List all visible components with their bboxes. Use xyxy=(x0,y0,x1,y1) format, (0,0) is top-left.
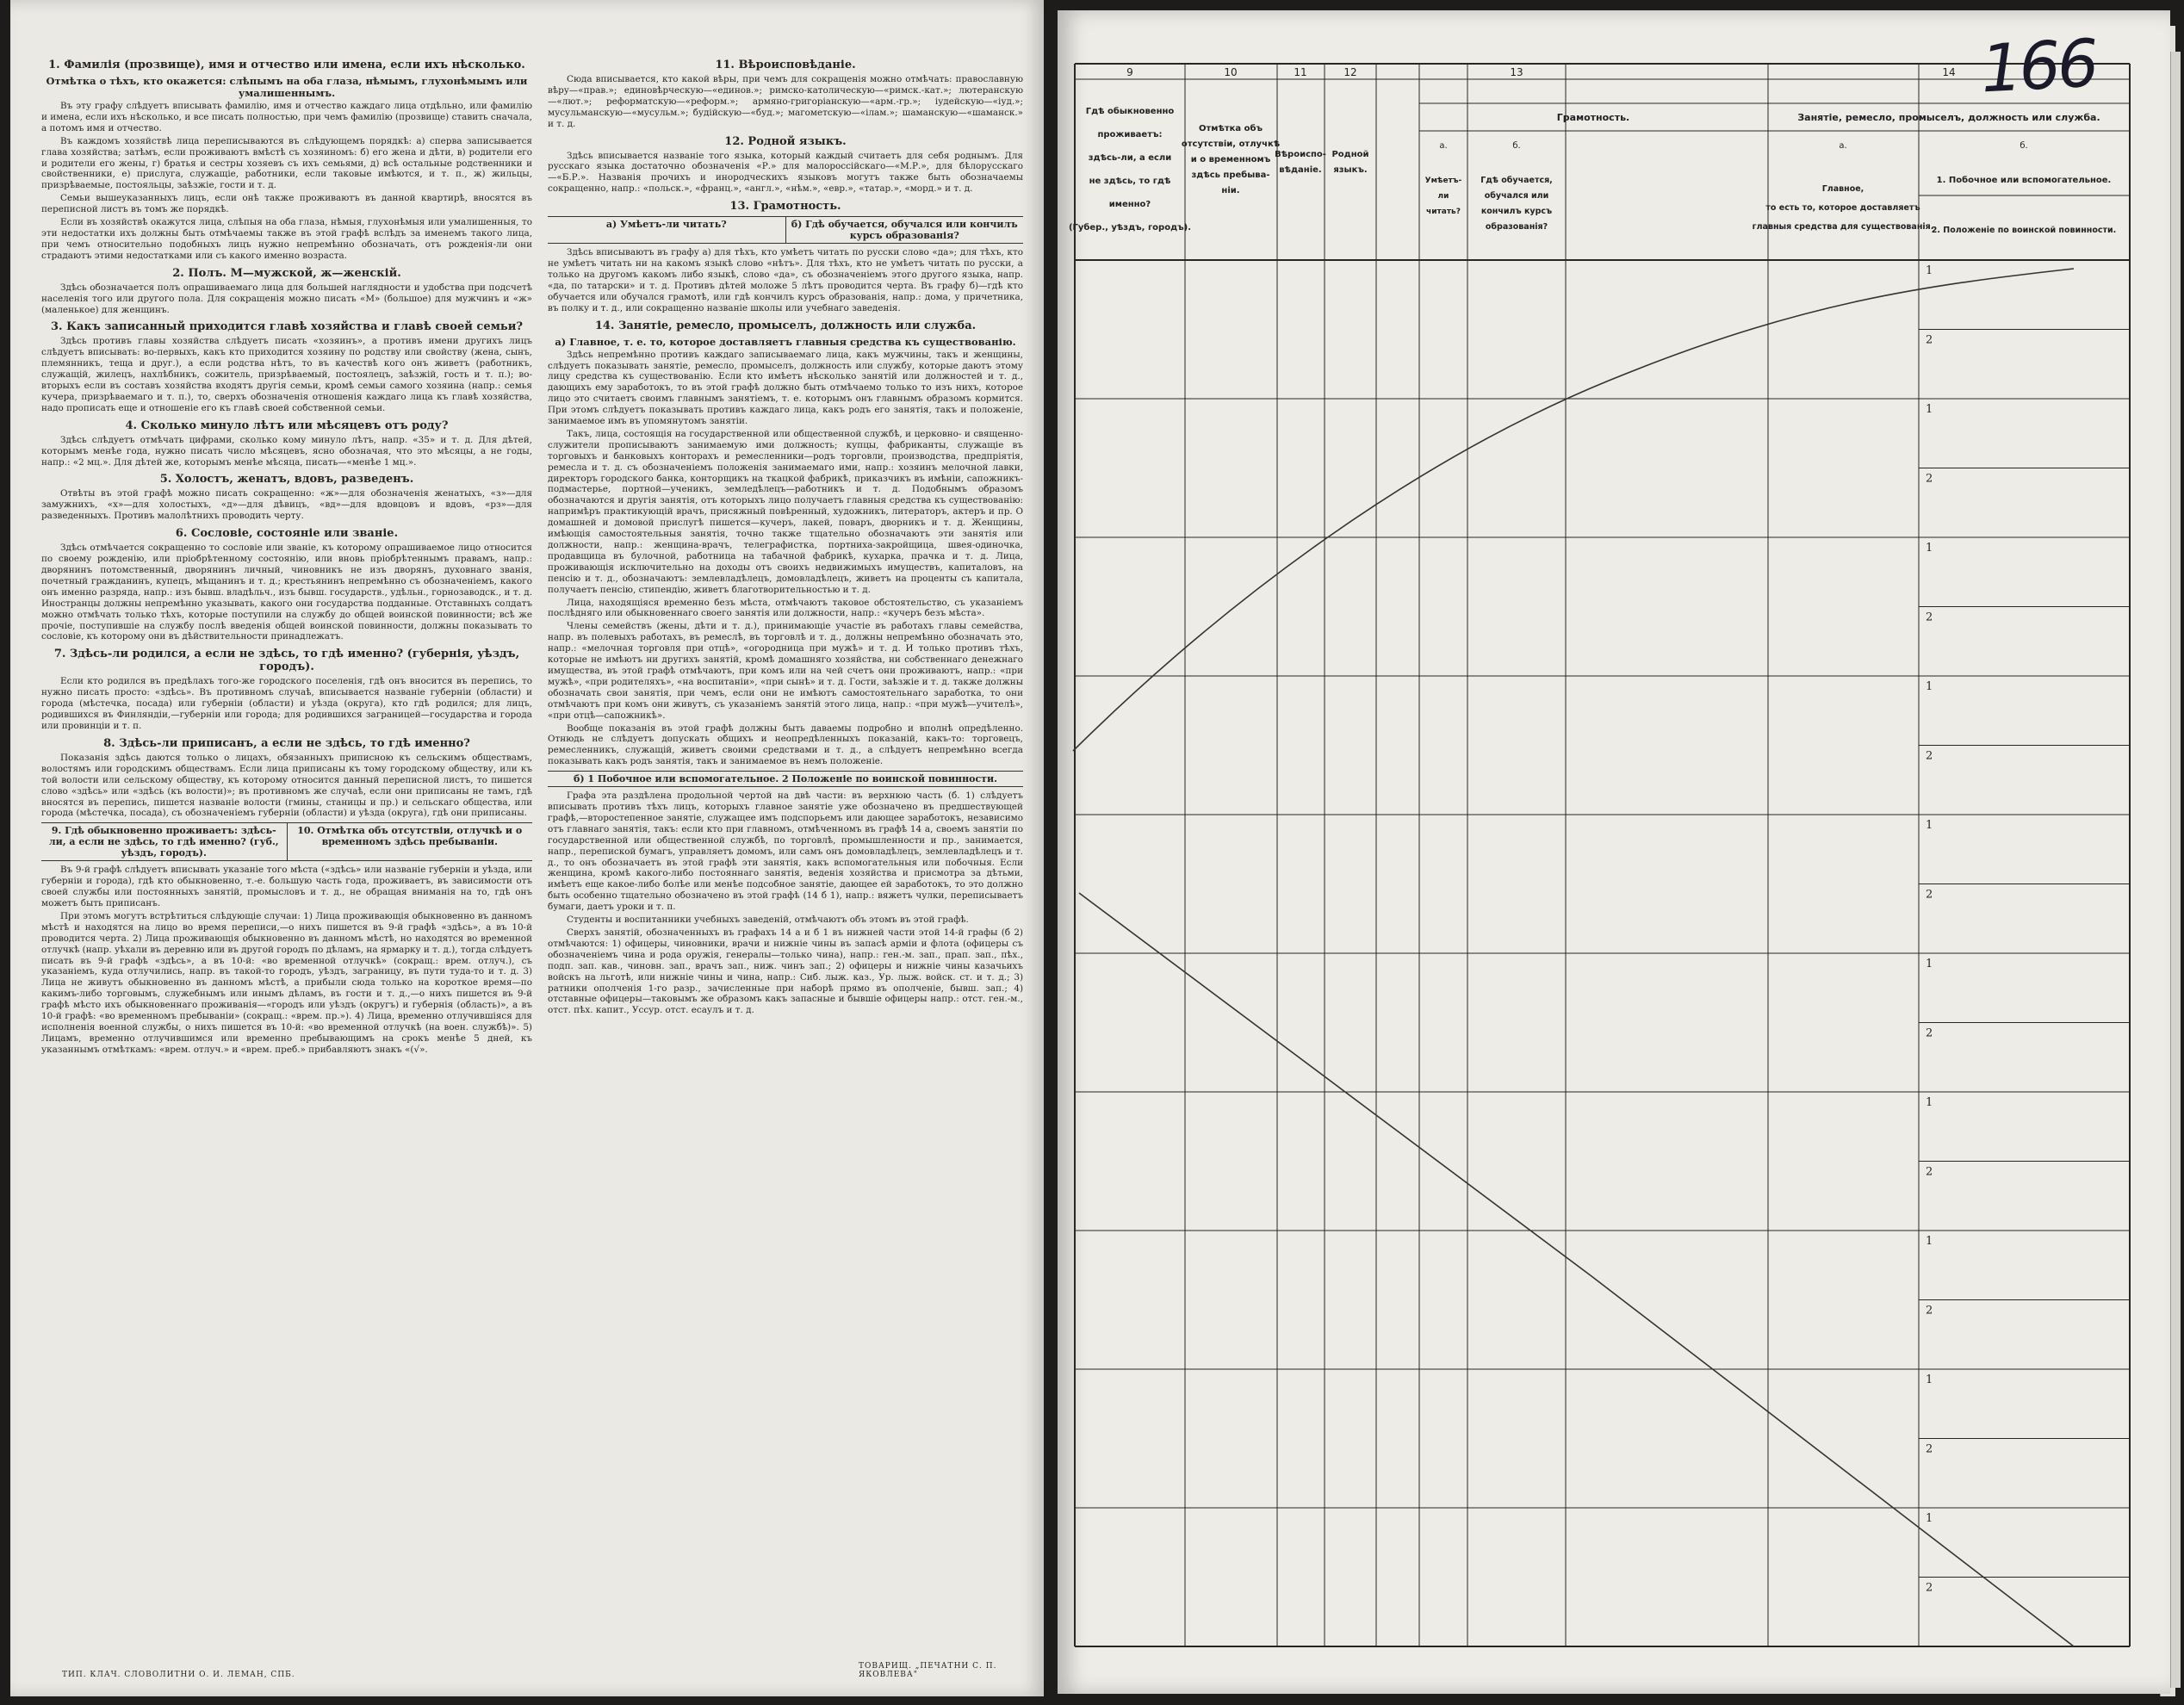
col13a-header: Умѣетъ- xyxy=(1424,177,1462,185)
boxed-heading-right: б) Гдѣ обучается, обучался или кончилъ курсъ образованія? xyxy=(785,217,1024,243)
paragraph: Здѣсь отмѣчается сокращенно то сословіе или званіе, къ которому опрашиваемое лицо относится по своему рожденію, или пріобрѣтенному состоянію, или вновь пріобрѣтеннымъ правамъ, напр.: дворянинъ потомственный, дворянинъ личный, чиновникъ не изъ дворянъ, духовнаго званія, почетный гражданинъ, купецъ, мѣщанинъ и т. д.; крестьянинъ непремѣнно съ обозначеніемъ, какого онъ именно разряда, напр.: изъ бывш. владѣльч., изъ бывш. государств., удѣльн., горнозаводск., и т. д. Иностранцы должны непремѣнно указывать, какого они государства подданные. Отставныхъ солдатъ можно отмѣчать только тѣхъ, которые поступили на службу до общей воинской повинности; всѣ же прочіе, поступившіе на службу послѣ введенія общей воинской повинности, должны показывать то сословіе, къ которому они въ дѣйствительности принадлежатъ. xyxy=(41,542,532,642)
page-number-handwritten: 166 xyxy=(1978,24,2098,108)
paragraph: Въ каждомъ хозяйствѣ лица переписываются въ слѣдующемъ порядкѣ: а) сперва записывается глава хозяйства; затѣмъ, если проживаютъ вмѣстѣ съ хозяиномъ: б) его жена и дѣти, в) родители его и родители его жены, г) братья и сестры хозяевъ съ ихъ семьями, д) всѣ остальные родственники и свойственники, е) прислуга, служащіе, работники, если таковые имѣются, и т. п., ж) жильцы, призрѣваемые, постояльцы, заѣзжіе, гости и т. д. xyxy=(41,135,532,191)
paragraph: Здѣсь слѣдуетъ отмѣчать цифрами, сколько кому минуло лѣтъ, напр. «35» и т. д. Для дѣтей, которымъ менѣе года, нужно писать число мѣсяцевъ, ясно обозначая, что это мѣсяцы, а не годы, напр.: «2 мц.». Для дѣтей же, которымъ менѣе мѣсяца, писать—«менѣе 1 мц.». xyxy=(41,434,532,468)
col10-header: ніи. xyxy=(1221,186,1240,195)
paragraph: Здѣсь вписываютъ въ графу а) для тѣхъ, кто умѣетъ читать по русски слово «да»; для тѣхъ, кто не умѣетъ читать ни на какомъ языкѣ слово «нѣтъ». Для тѣхъ, кто не умѣетъ читать по русски, а только на другомъ какомъ либо языкѣ, слово «да», съ обозначеніемъ этого другого языка, напр. «да, по татарски» и т. д. Противъ дѣтей моложе 5 лѣтъ проводится черта. Въ графу б)—гдѣ кто обучается или обучался грамотѣ, или гдѣ кончилъ курсъ образованія, напр.: дома, у причетника, въ полку и т. д., или сокращенно названіе школы или учебнаго заведенія. xyxy=(548,247,1023,313)
paragraph: Показанія здѣсь даются только о лицахъ, обязанныхъ приписною къ сельскимъ обществамъ, волостямъ или городскимъ обществамъ. Если лица приписаны къ тому городскому обществу, или къ той волости или сельскому обществу, къ которому относится данный переписной листъ, то пишется слово «здѣсь» или «здѣсь (къ волости)»; въ противномъ же случаѣ, если они приписаны не тамъ, гдѣ вносятся въ перепись, пишется названіе волости (гмины, станицы и пр.) и сельскаго общества, или города (мѣстечка, посада), съ обозначеніемъ губерніи (области) и уѣзда (округа), гдѣ они приписаны. xyxy=(41,752,532,819)
subrow-marker: 2 xyxy=(1926,333,1933,347)
col10-header: здѣсь пребыва- xyxy=(1191,170,1270,180)
subrow-marker: 2 xyxy=(1926,472,1933,486)
col14-header: Занятіе, ремесло, промыселъ, должность или служба. xyxy=(1797,112,2100,123)
section-heading: 1. Фамилія (прозвище), имя и отчество или имена, если ихъ нѣсколько. xyxy=(48,59,525,71)
paragraph: Сюда вписывается, кто какой вѣры, при чемъ для сокращенія можно отмѣчать: православную вѣру—«прав.»; единовѣрческую—«единов.»; римско-католическую—«римск.-кат.»; лютеранскую—«лют.»; реформатскую—«реформ.»; армяно-григоріанскую—«арм.-гр.»; іудейскую—«іуд.»; мусульманскую—«мусульм.»; будійскую—«буд.»; магометскую—«ілам.»; шаманскую—«шаманск.» и т. д. xyxy=(548,74,1023,129)
col13a-header: ли xyxy=(1437,192,1449,201)
col14a-label: а. xyxy=(1839,141,1847,151)
subrow-marker: 2 xyxy=(1926,1581,1933,1595)
col10-header: Отмѣтка объ xyxy=(1198,124,1263,133)
column-number: 11 xyxy=(1294,66,1307,78)
col14a-header: то есть то, которое доставляетъ xyxy=(1765,203,1920,213)
paragraph: Такъ, лица, состоящія на государственной или общественной службѣ, и церковно- и священно-служители прописываютъ занимаемую ими должность; купцы, фабриканты, служащіе въ торговыхъ и банковыхъ конторахъ и ремесленники—родъ торговли, производства, предпріятія, ремесла и т. д. съ обозначеніемъ положенія занимаемаго ими, напр.: хозяинъ мелочной лавки, директоръ городского банка, конторщикъ на ткацкой фабрикѣ, приказчикъ въ имѣніи, сапожникъ-подмастерье, портной—ученикъ, земледѣлецъ—работникъ и т. д. Подобнымъ образомъ обозначаются и другія занятія, отъ которыхъ лицо получаетъ главныя средства къ существованію: напримѣръ практикующій врачъ, присяжный повѣренный, художникъ, литераторъ, актеръ и пр. О домашней и домовой прислугѣ пишется—кучеръ, лакей, поваръ, дворникъ и т. д. Женщины, имѣющія самостоятельныя занятія, точно также тщательно обозначаютъ эти занятія или должности, напр.: женщина-врачъ, телеграфистка, портниха-закройщица, швея-одиночка, продавщица въ булочной, работница на табачной фабрикѣ, кухарка, прачка и т. д. Лица, проживающія исключительно на доходы отъ своихъ недвижимыхъ имуществъ, капиталовъ, на пенсію и т. д., обозначаютъ: землевладѣлецъ, домовладѣлецъ, живетъ на проценты съ капитала, получаетъ пенсію, стипендію, живетъ благотворительностью и т. д. xyxy=(548,428,1023,595)
column-number: 12 xyxy=(1343,66,1357,78)
subrow-marker: 1 xyxy=(1926,680,1933,693)
subrow-marker: 2 xyxy=(1926,888,1933,902)
column-number: 10 xyxy=(1224,66,1238,78)
instructions-column-2 xyxy=(548,53,1023,1629)
boxed-heading-text: б) 1 Побочное или вспомогательное. 2 Положеніе по воинской повинности. xyxy=(574,773,997,785)
section-subheading: а) Главное, т. е. то, которое доставляетъ главныя средства къ существованію. xyxy=(555,335,1016,348)
section-subheading: Отмѣтка о тѣхъ, кто окажется: слѣпымъ на оба глаза, нѣмымъ, глухонѣмымъ или умалишеннымъ. xyxy=(46,75,528,99)
left-page-instructions xyxy=(10,0,1044,1696)
subrow-marker: 1 xyxy=(1926,958,1933,970)
col10-header: отсутствіи, отлучкѣ xyxy=(1181,140,1281,149)
col13b-header: образованія? xyxy=(1485,222,1548,232)
col14b2-header: 2. Положеніе по воинской повинности. xyxy=(1931,226,2117,235)
subrow-marker: 1 xyxy=(1926,542,1933,555)
paragraph: Члены семействъ (жены, дѣти и т. д.), принимающіе участіе въ работахъ главы семейства, напр. въ полевыхъ работахъ, въ ремеслѣ, въ торговлѣ и т. д., должны непремѣнно обозначать это, напр.: «мелочная торговля при отцѣ», «огородница при мужѣ» и т. д. И только противъ тѣхъ, которые не имѣютъ ни другихъ занятій, кромѣ домашняго хозяйства, ни собственнаго денежнаго имущества, въ этой графѣ отмѣчаютъ, при комъ или на чей счетъ они проживаютъ, напр.: «при мужѣ», «при родителяхъ», «на воспитаніи», «при сынѣ» и т. д. Гости, заѣзжіе и т. д. также должны обозначать свои занятія, при чемъ, если они не имѣютъ самостоятельнаго заработка, то они отмѣчаютъ при комъ они живутъ, съ указаніемъ занятій этого лица, напр.: «при мужѣ—учителѣ», «при отцѣ—сапожникѣ». xyxy=(548,621,1023,721)
col9-header: проживаетъ: xyxy=(1097,130,1163,140)
paragraph: Сверхъ занятій, обозначенныхъ въ графахъ 14 а и б 1 въ нижней части этой 14-й графы (б 2) отмѣчаются: 1) офицеры, чиновники, врачи и нижніе чины въ запасѣ арміи и флота (офицеры съ обозначеніемъ чина и рода оружія, генералы—только чина), напр.: ген.-м. зап., прап. зап., пѣх., подп. зап. кав., чиновн. зап., врачъ зап., ниж. чинъ зап.; 2) офицеры и нижніе чины казачьихъ войскъ на льготѣ, или нижніе чины и чина, напр.: Сиб. лыж. каз., Ур. лыж. войск. ст. и т. д.; 3) ратники ополченія 1-го разр., зачисленные при наборѣ прямо въ ополченіе, бывш. зап.; 4) отставные офицеры—таковымъ же образомъ какъ запасные и бывшіе офицеры напр.: отст. ген.-м., отст. пѣх. капит., Уссур. отст. есаулъ и т. д. xyxy=(548,927,1023,1016)
col9-header: Гдѣ обыкновенно xyxy=(1085,107,1175,116)
census-table xyxy=(1058,10,2170,1694)
paragraph: При этомъ могутъ встрѣтиться слѣдующіе случаи: 1) Лица проживающія обыкновенно въ данномъ мѣстѣ и находятся на лицо во время переписи,—о нихъ пишется въ 9-й графѣ «здѣсь», а въ 10-й проводится черта. 2) Лица проживающія обыкновенно въ данномъ мѣстѣ, но находятся во временной отлучкѣ (напр. уѣхали въ деревню или въ другой городъ по дѣламъ, на ярмарку и т. д.), тогда слѣдуетъ писать въ 9-й графѣ «здѣсь», а въ 10-й: «во временной отлучкѣ» (сокращ.: врем. отлуч.), съ указаніемъ, куда отлучились, напр. въ такой-то городъ, уѣздъ, заграницу, въ пути туда-то и т. д. 3) Лица не живутъ обыкновенно въ данномъ мѣстѣ, а прибыли сюда только на короткое время—по какимъ-либо торговымъ, служебнымъ или инымъ дѣламъ, въ гости и т. д.,—о нихъ пишется въ 9-й графѣ мѣсто ихъ обыкновеннаго проживанія—«городъ или уѣздъ (округъ) и губернія (область)», а въ 10-й графѣ: «во временномъ пребываніи» (сокращ.: «врем. пр.»). 4) Лица, временно отлучившіяся для исполненія военной службы, о нихъ пишется въ 10-й: «во временной отлучкѣ (на воен. службѣ)». 5) Лицамъ, временно отлучившимся или временно пребывающимъ на срокъ менѣе 5 дней, къ указаннымъ отмѣткамъ: «врем. отлуч.» и «врем. преб.» прибавляютъ знакъ «(√». xyxy=(41,910,532,1055)
column-number: 9 xyxy=(1126,66,1133,78)
boxed-heading-right: 10. Отмѣтка объ отсутствіи, отлучкѣ и о временномъ здѣсь пребываніи. xyxy=(287,823,533,860)
subrow-marker: 1 xyxy=(1926,403,1933,416)
paragraph: Графа эта раздѣлена продольной чертой на двѣ части: въ верхнюю часть (б. 1) слѣдуетъ вписывать противъ тѣхъ лицъ, которыхъ главное занятіе уже обозначено въ предшествующей графѣ,—второстепенное занятіе, служащее имъ подспорьемъ или дающее заработокъ, независимо отъ главнаго занятія, такъ: если кто при главномъ, отмѣченномъ въ графѣ 14 а, своемъ занятіи по государственной или общественной службѣ, по торговлѣ, промышленности и пр., занимается, напр., перепиской бумагъ, управляетъ домомъ, или самъ онъ домовладѣлецъ, землевладѣлецъ и т. д., то онъ обозначаетъ въ этой графѣ эти занятія, какъ вспомогательныя или побочныя. Если женщина, кромѣ какого-либо постояннаго занятія, веденія хозяйства и присмотра за дѣтьми, имѣетъ еще какое-либо болѣе или менѣе подсобное занятіе, дающее ей заработокъ, то это должно быть особенно тщательно обозначено въ этой графѣ (14 б 1), напр.: вяжетъ чулки, переписываетъ бумаги, даетъ уроки и т. п. xyxy=(548,790,1023,913)
col13-header: Грамотность. xyxy=(1556,112,1630,123)
col9-header: здѣсь-ли, а если xyxy=(1088,153,1172,163)
col13b-header: обучался или xyxy=(1484,191,1549,201)
paragraph: Семьи вышеуказанныхъ лицъ, если онѣ также проживаютъ въ данной квартирѣ, вносятся въ переписной листъ въ томъ же порядкѣ. xyxy=(41,193,532,215)
boxed-heading-left: 9. Гдѣ обыкновенно проживаетъ: здѣсь-ли, а если не здѣсь, то гдѣ именно? (губ., уѣздъ, городъ). xyxy=(48,825,279,859)
col9-header: не здѣсь, то гдѣ xyxy=(1089,177,1171,186)
col13b-label: б. xyxy=(1512,141,1521,151)
paragraph: Если въ хозяйствѣ окажутся лица, слѣпыя на оба глаза, нѣмыя, глухонѣмыя или умалишенныя, то эти недостатки ихъ должны быть отмѣчаемы также въ этой графѣ вслѣдъ за именемъ такого лица, при чемъ относительно подобныхъ лицъ нужно непремѣнно обозначать, отъ рожденія-ли они страдаютъ этими недостатками или съ какого именно возраста. xyxy=(41,217,532,261)
col11-header: Вѣроиспо- xyxy=(1275,150,1326,159)
paragraph: Здѣсь вписывается названіе того языка, который каждый считаетъ для себя роднымъ. Для русскаго языка достаточно обозначенія «Р.» для малороссійскаго—«М.Р.», для бѣлорусскаго—«Б.Р.». Названія прочихъ и инородческихъ языковъ могутъ также быть обозначаемы сокращенно, напр.: «польск.», «франц.», «англ.», «нѣм.», «евр.», «татар.», «морд.» и т. д. xyxy=(548,150,1023,195)
col14b1-header: 1. Побочное или вспомогательное. xyxy=(1936,176,2112,185)
subrow-marker: 1 xyxy=(1926,1373,1933,1386)
instructions-column-1 xyxy=(41,53,532,1629)
subrow-marker: 1 xyxy=(1926,1096,1933,1109)
col9-header: (Губер., уѣздъ, городъ). xyxy=(1068,223,1192,232)
cancel-stroke-upper xyxy=(1073,269,2074,751)
col9-header: именно? xyxy=(1108,200,1151,209)
col12-header: Родной xyxy=(1331,150,1369,159)
boxed-heading xyxy=(548,216,1023,244)
col10-header: и о временномъ xyxy=(1190,155,1271,164)
subrow-marker: 1 xyxy=(1926,1235,1933,1248)
subrow-marker: 2 xyxy=(1926,1165,1933,1179)
paragraph: Студенты и воспитанники учебныхъ заведеній, отмѣчаютъ объ этомъ въ этой графѣ. xyxy=(567,914,969,926)
col13b-header: кончилъ курсъ xyxy=(1480,207,1553,216)
paragraph: Здѣсь обозначается полъ опрашиваемаго лица для большей наглядности и удобства при подсчетѣ населенія того или другого пола. Для сокращенія можно писать «М» (большое) для мужчинъ и «ж» (маленькое) для женщинъ. xyxy=(41,282,532,315)
section-heading: 2. Полъ. М—мужской, ж—женскій. xyxy=(172,266,401,280)
section-heading: 3. Какъ записанный приходится главѣ хозяйства и главѣ своей семьи? xyxy=(51,320,523,334)
section-heading: 4. Сколько минуло лѣтъ или мѣсяцевъ отъ роду? xyxy=(125,418,449,432)
paragraph: Въ 9-й графѣ слѣдуетъ вписывать указаніе того мѣста («здѣсь» или названіе губерніи и уѣзда, или губерніи и города), гдѣ кто обыкновенно, т.-е. большую часть года, проживаетъ, въ зависимости отъ своей службы или постоянныхъ занятій, промысловъ и т. д., не обращая вниманія на то, гдѣ онъ можетъ быть приписанъ. xyxy=(41,865,532,909)
paragraph: Вообще показанія въ этой графѣ должны быть даваемы подробно и вполнѣ опредѣленно. Отнюдь не слѣдуетъ допускать общихъ и неопредѣленныхъ показаній, какъ-то: торговецъ, ремесленникъ, служащій, живетъ своими средствами и т. д., а слѣдуетъ непремѣнно всегда показывать какъ родъ занятія, такъ и занимаемое въ немъ положеніе. xyxy=(548,722,1023,767)
col14a-header: главныя средства для существованія. xyxy=(1752,222,1934,232)
section-heading: 5. Холостъ, женатъ, вдовъ, разведенъ. xyxy=(159,473,414,487)
section-heading: 6. Сословіе, состояніе или званіе. xyxy=(175,527,399,541)
paragraph: Лица, находящіяся временно безъ мѣста, отмѣчаютъ таковое обстоятельство, съ указаніемъ послѣдняго или обыкновеннаго своего занятія или должности, напр.: «кучеръ безъ мѣста». xyxy=(548,597,1023,619)
col13b-header: Гдѣ обучается, xyxy=(1480,176,1553,185)
col13a-header: читать? xyxy=(1426,208,1461,216)
col11-header: вѣданіе. xyxy=(1279,165,1322,175)
cancel-stroke-lower xyxy=(1079,893,2074,1646)
section-heading: 13. Грамотность. xyxy=(729,200,841,214)
boxed-heading xyxy=(41,822,532,861)
section-heading: 7. Здѣсь-ли родился, а если не здѣсь, то гдѣ именно? (губернія, уѣздъ, городъ). xyxy=(53,648,520,674)
boxed-heading-left: а) Умѣетъ-ли читать? xyxy=(605,219,727,231)
printer-imprint-right: ТОВАРИЩ. „ПЕЧАТНИ С. П. ЯКОВЛЕВА" xyxy=(859,1662,997,1679)
col14a-header: Главное, xyxy=(1821,184,1864,194)
col12-header: языкъ. xyxy=(1333,165,1368,175)
subrow-marker: 2 xyxy=(1926,749,1933,763)
printer-imprint-left: ТИП. КЛАЧ. СЛОВОЛИТНИ О. И. ЛЕМАН, СПБ. xyxy=(62,1671,295,1679)
subrow-marker: 1 xyxy=(1926,264,1933,277)
section-heading: 11. Вѣроисповѣданіе. xyxy=(715,59,856,71)
page-edge xyxy=(2170,52,2181,1688)
col13a-label: а. xyxy=(1439,141,1448,151)
subrow-marker: 2 xyxy=(1926,611,1933,624)
subrow-marker: 1 xyxy=(1926,819,1933,832)
section-heading: 8. Здѣсь-ли приписанъ, а если не здѣсь, то гдѣ именно? xyxy=(103,736,470,750)
boxed-heading xyxy=(548,771,1023,787)
column-number: 13 xyxy=(1510,66,1523,78)
subrow-marker: 2 xyxy=(1926,1304,1933,1318)
col14b-label: б. xyxy=(2020,141,2028,151)
paragraph: Здѣсь непремѣнно противъ каждаго записываемаго лица, какъ мужчины, такъ и женщины, слѣдуетъ показывать занятіе, ремесло, промыселъ, должность или службу, которые даютъ этому лицу средства къ существованію. Если кто имѣетъ нѣсколько занятій или должностей и т. д., дающихъ ему заработокъ, то въ этой графѣ должно быть отмѣчаемо только то изъ нихъ, которое лицо это считаетъ своимъ главнымъ занятіемъ, т. е. которымъ онъ главнымъ образомъ кормится. При этомъ слѣдуетъ показывать противъ каждаго лица, какъ родъ его занятія, такъ и положеніе, занимаемое имъ въ упомянутомъ занятіи. xyxy=(548,349,1023,427)
section-heading: 12. Родной языкъ. xyxy=(724,134,847,148)
subrow-marker: 2 xyxy=(1926,1442,1933,1456)
column-number: 14 xyxy=(1942,66,1956,78)
subrow-marker: 1 xyxy=(1926,1512,1933,1525)
subrow-marker: 2 xyxy=(1926,1026,1933,1040)
paragraph: Если кто родился въ предѣлахъ того-же городского поселенія, гдѣ онъ вносится въ перепись, то нужно писать просто: «здѣсь». Въ противномъ случаѣ, вписывается названіе губерніи (области) и города (мѣстечка, посада) или губерніи (области) и уѣзда (округа), кто гдѣ родился; для лицъ, родившихся въ Финляндіи,—губерніи или города; для родившихся заграницей—государства и города или провинціи и т. п. xyxy=(41,676,532,731)
section-heading: 14. Занятіе, ремесло, промыселъ, должность или служба. xyxy=(594,319,977,332)
paragraph: Отвѣты въ этой графѣ можно писать сокращенно: «ж»—для обозначенія женатыхъ, «з»—для замужнихъ, «х»—для холостыхъ, «д»—для дѣвицъ, «вд»—для вдовцовъ и вдовъ, «рз»—для разведенныхъ. Противъ малолѣтнихъ проводить черту. xyxy=(41,488,532,522)
paragraph: Здѣсь противъ главы хозяйства слѣдуетъ писать «хозяинъ», а противъ имени другихъ лицъ слѣдуетъ вписывать: во-первыхъ, какъ кто приходится хозяину по родству или свойству (жена, сынъ, племянникъ, теща и друг.), а если родства нѣтъ, то въ качествѣ кого онъ живетъ (работникъ, служащій, жилецъ, нахлѣбникъ, сожитель, призрѣваемый, постоялецъ, заѣзжій, гость и т. п.); во-вторыхъ если въ составъ хозяйства входятъ другія семьи, кромѣ семьи самого хозяина (напр.: семья кучера, призрѣваемаго и т. п.), то, сверхъ обозначенія отношенія каждаго лица къ главѣ хозяйства, надо прописать еще и отношеніе его къ главѣ своей собственной семьи. xyxy=(41,336,532,413)
paragraph: Въ эту графу слѣдуетъ вписывать фамилію, имя и отчество каждаго лица отдѣльно, или фамилію и имена, если ихъ нѣсколько, и все писать полностью, при чемъ фамилію (прозвище) ставить сначала, а потомъ имя и отчество. xyxy=(41,101,532,133)
